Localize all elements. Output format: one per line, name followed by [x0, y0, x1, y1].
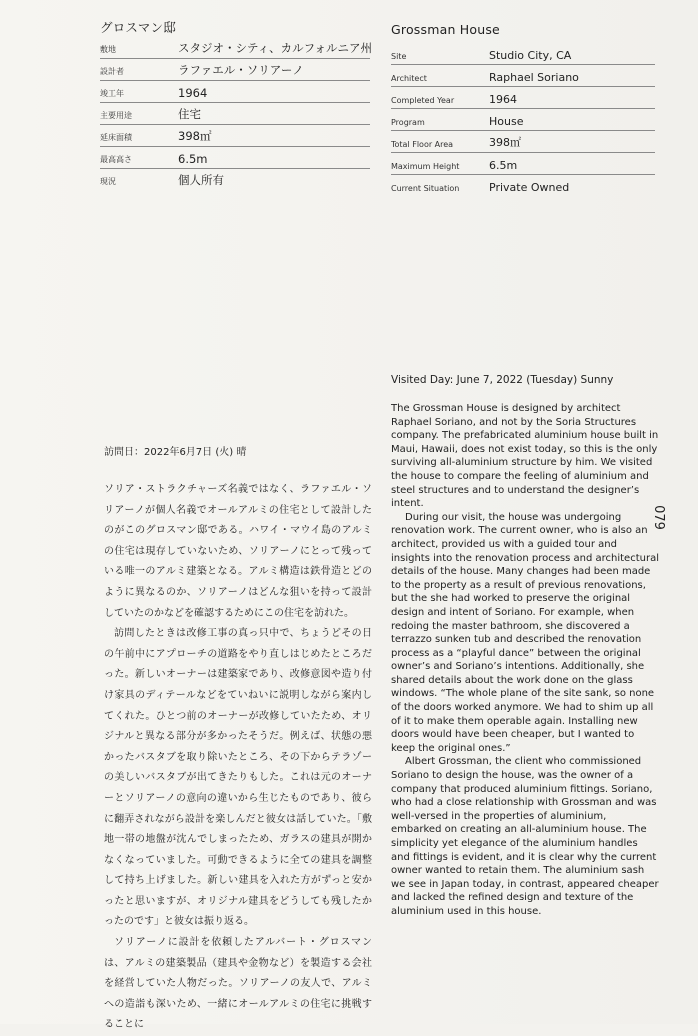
en-spec-table — [391, 42, 655, 198]
en-visited-date: Visited Day: June 7, 2022 (Tuesday) Sunny — [391, 374, 614, 386]
jp-paragraph: 訪問したときは改修工事の真っ只中で、ちょうどその日の午前中にアプローチの道路をやり直しはじめたところだった。新しいオーナーは建築家であり、改修意図や造り付け家具のディテールなどをていねいに説明しながら案内してくれた。ひとつ前のオーナーが改修していたため、オリジナルと異なる部分が多かったそうだ。例えば、状態の悪かったバスタブを取り除いたところ、その下からテラゾーの美しいバスタブが出てきたりもした。これは元のオーナーとソリアーノの意向の違いから生じたものであり、彼らに翻弄されながら設計を楽しんだと彼女は話していた。「敷地一帯の地盤が沈んでしまったため、ガラスの建具が開かなくなっていました。可動できるように全ての建具を調整して持ち上げました。新しい建具を入れた方がずっと安かったと思いますが、オリジナル建具をどうしても残したかったのです」と彼女は振り返る。 — [104, 628, 372, 928]
jp-title: グロスマン邸 — [100, 20, 176, 35]
en-spec-row — [391, 64, 655, 87]
jp-spec-value: ラファエル・ソリアーノ — [178, 63, 304, 77]
en-spec-value: Studio City, CA — [489, 49, 572, 62]
jp-spec-row — [100, 58, 370, 81]
jp-spec-value: 6.5m — [178, 152, 208, 166]
jp-spec-label: 延床面積 — [100, 133, 132, 142]
jp-spec-label: 竣工年 — [100, 89, 124, 98]
jp-visited-date: 訪問日：2022年6月7日 (火) 晴 — [104, 447, 247, 458]
jp-body-text — [104, 480, 372, 1036]
jp-paragraph: ソリアーノに設計を依頼したアルバート・グロスマンは、アルミの建築製品（建具や金物など）を製造する会社を経営していた人物だった。ソリアーノの友人で、アルミへの造詣も深いため、一緒にオールアルミの住宅に挑戦することに — [104, 937, 372, 1031]
jp-spec-label: 設計者 — [100, 67, 124, 76]
jp-spec-label: 現況 — [100, 177, 116, 186]
en-spec-label: Site — [391, 52, 407, 61]
en-spec-row — [391, 42, 655, 65]
jp-spec-label: 主要用途 — [100, 111, 132, 120]
jp-spec-row — [100, 124, 370, 147]
jp-spec-row — [100, 102, 370, 125]
en-spec-value: 6.5m — [489, 159, 518, 172]
en-spec-value: Private Owned — [489, 181, 570, 194]
jp-spec-value: 住宅 — [178, 107, 201, 121]
en-spec-label: Current Situation — [391, 184, 460, 193]
en-paragraph: Albert Grossman, the client who commissioned Soriano to design the house, was the owner of a company that produced aluminium fittings. Soriano, who had a close relationship with Grossman and was well-versed in the properties of aluminium, embarked on creating an all-aluminium house. The simplicity yet elegance of the aluminium handles and fittings is evident, and it is clear why the current owner wanted to retain them. The aluminium sash we see in Japan today, in contrast, appeared cheaper and lacked the refined design and texture of the aluminium used in this house. — [391, 756, 659, 917]
en-spec-value: House — [489, 115, 524, 128]
en-spec-label: Total Floor Area — [391, 140, 454, 149]
jp-spec-row — [100, 146, 370, 169]
en-paragraph: During our visit, the house was undergoing renovation work. The current owner, who is also an architect, provided us with a guided tour and insights into the renovation process and architectural details of the house. Many changes had been made to the property as a result of previous renovations, but the she had worked to preserve the original design and intent of Soriano. For example, when redoing the master bathroom, she discovered a terrazzo sunken tub and described the renovation process as a “playful dance” between the original owner’s and Soriano’s intentions. Additionally, she shared details about the work done on the glass windows. “The whole plane of the site sank, so none of the doors worked anymore. We had to shim up all of it to make them operable again. Installing new doors would have been cheaper, but I wanted to keep the original ones.” — [391, 511, 659, 754]
jp-spec-row — [100, 168, 370, 190]
jp-spec-row — [100, 36, 373, 59]
en-spec-label: Architect — [391, 74, 427, 83]
jp-spec-value: スタジオ・シティ、カルフォルニア州 — [178, 41, 373, 55]
jp-paragraph: ソリア・ストラクチャーズ名義ではなく、ラファエル・ソリアーノが個人名義でオールアルミの住宅として設計したのがこのグロスマン邸である。ハワイ・マウイ島のアルミの住宅は現存していないため、ソリアーノにとって残っている唯一のアルミ建築となる。アルミ構造は鉄骨造とどのように異なるのか、ソリアーノはどんな狙いを持って設計していたのかなどを確認するためにこの住宅を訪れた。 — [104, 484, 372, 619]
en-spec-row — [391, 130, 655, 153]
en-spec-row — [391, 174, 655, 196]
en-spec-label: Maximum Height — [391, 162, 460, 171]
jp-spec-value: 398㎡ — [178, 129, 212, 143]
en-spec-value: Raphael Soriano — [489, 71, 579, 84]
en-spec-value: 1964 — [489, 93, 517, 106]
page-number: 079 — [650, 505, 666, 530]
en-spec-row — [391, 86, 655, 109]
jp-spec-table — [100, 36, 373, 196]
en-spec-value: 398㎡ — [489, 136, 521, 149]
en-spec-row — [391, 108, 655, 131]
jp-spec-row — [100, 80, 370, 103]
en-spec-row — [391, 152, 655, 175]
en-title: Grossman House — [391, 22, 500, 37]
en-paragraph: The Grossman House is designed by architect Raphael Soriano, and not by the Soria Structures company. The prefabricated aluminium house built in Maui, Hawaii, does not exist today, so this is the only surviving all-aluminium structure by him. We visited the house to compare the feeling of aluminium and steel structures and to understand the designer’s intent. — [391, 403, 659, 510]
en-spec-label: Completed Year — [391, 96, 455, 105]
jp-spec-value: 1964 — [178, 86, 208, 100]
jp-spec-label: 最高高さ — [100, 155, 132, 164]
jp-spec-value: 個人所有 — [178, 173, 224, 187]
jp-spec-label: 敷地 — [100, 45, 116, 54]
en-spec-label: Program — [391, 118, 425, 127]
en-body-text — [391, 402, 659, 919]
